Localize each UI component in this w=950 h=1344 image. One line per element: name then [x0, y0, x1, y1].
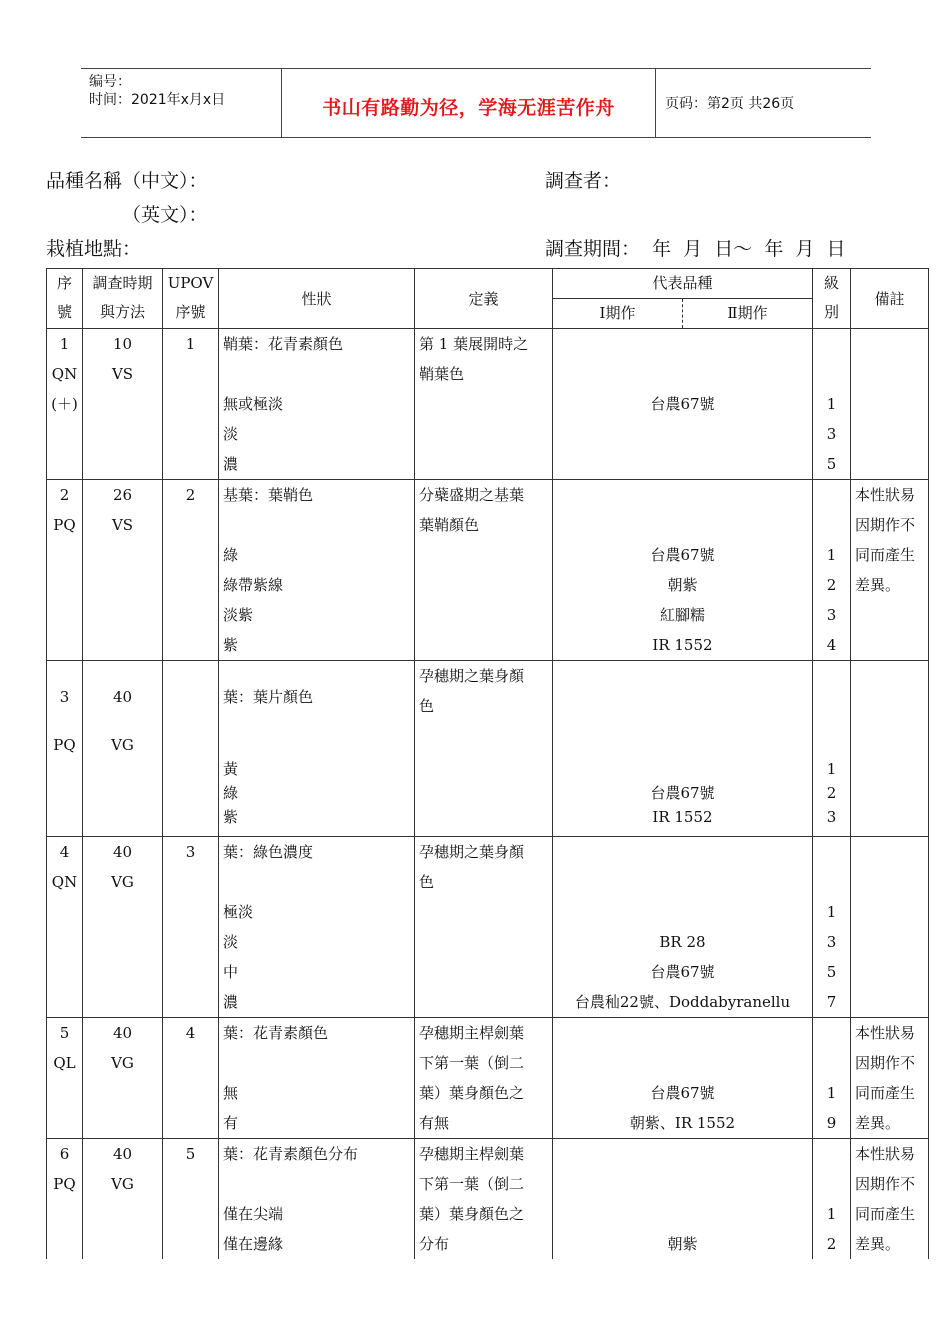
- header-grade: 級 別: [813, 269, 851, 329]
- number-label: 编号：: [89, 74, 131, 90]
- header-period-2: Ⅱ期作: [727, 304, 768, 322]
- row-upov: 3: [163, 837, 219, 1018]
- row-trait: 葉：花青素顏色分布 僅在尖端 僅在邊緣: [219, 1139, 415, 1260]
- time-label: 时间：2021年x月x日: [89, 92, 226, 108]
- row-variety: 朝紫: [553, 1139, 813, 1260]
- row-variety: 台農67號 IR 1552: [553, 661, 813, 837]
- header-upov: UPOV 序號: [163, 269, 219, 329]
- row-grade: 1 2: [813, 1139, 851, 1260]
- variety-name-cn-label: 品種名稱（中文）：: [46, 170, 208, 192]
- table-row: [47, 661, 929, 837]
- row-trait: 葉：綠色濃度 極淡 淡 中 濃: [219, 837, 415, 1018]
- row-grade: 1 3 5 7: [813, 837, 851, 1018]
- row-time-method: 10 VS: [83, 329, 163, 480]
- table-row: [47, 837, 929, 1018]
- row-no: 2 PQ: [47, 480, 83, 661]
- row-no: 4 QN: [47, 837, 83, 1018]
- row-upov: [163, 661, 219, 837]
- row-trait: 鞘葉：花青素顏色 無或極淡 淡 濃: [219, 329, 415, 480]
- row-time-method: 40 VG: [83, 837, 163, 1018]
- row-definition: 第 1 葉展開時之 鞘葉色: [415, 329, 553, 480]
- table-row: [47, 329, 929, 480]
- row-remark: 本性狀易 因期作不 同而產生 差異。: [851, 1139, 929, 1260]
- row-variety: 台農67號 朝紫 紅腳糯 IR 1552: [553, 480, 813, 661]
- row-variety: 台農67號 朝紫、IR 1552: [553, 1018, 813, 1139]
- row-grade: 1 9: [813, 1018, 851, 1139]
- table-row: [47, 1018, 929, 1139]
- row-definition: 孕穗期主桿劍葉 下第一葉（倒二 葉）葉身顏色之 分布: [415, 1139, 553, 1260]
- row-trait: 葉：花青素顏色 無 有: [219, 1018, 415, 1139]
- header-trait: 性狀: [219, 269, 415, 329]
- row-time-method: 40 VG: [83, 1139, 163, 1260]
- row-time-method: 26 VS: [83, 480, 163, 661]
- header-page-cell: [655, 69, 871, 137]
- row-upov: 4: [163, 1018, 219, 1139]
- header-time-method: 調查時期 與方法: [83, 269, 163, 329]
- header-definition: 定義: [415, 269, 553, 329]
- row-trait: 基葉：葉鞘色 綠 綠帶紫線 淡紫 紫: [219, 480, 415, 661]
- investigator-label: 調查者：: [545, 170, 622, 192]
- table-row: [47, 1139, 929, 1260]
- row-definition: 孕穗期主桿劍葉 下第一葉（倒二 葉）葉身顏色之 有無: [415, 1018, 553, 1139]
- row-upov: 5: [163, 1139, 219, 1260]
- row-no: 1 QN (＋): [47, 329, 83, 480]
- row-remark: 本性狀易 因期作不 同而產生 差異。: [851, 1018, 929, 1139]
- header-meta-cell: [81, 69, 281, 137]
- row-remark: [851, 329, 929, 480]
- row-remark: [851, 661, 929, 837]
- row-no: 3 PQ: [47, 661, 83, 837]
- variety-name-en-label: （英文）：: [122, 204, 208, 226]
- motto-text: 书山有路勤为径，学海无涯苦作舟: [322, 97, 615, 119]
- header-remark: 備註: [851, 269, 929, 329]
- row-upov: 2: [163, 480, 219, 661]
- survey-period-label: 調查期間： 年 月 日～ 年 月 日: [545, 238, 846, 260]
- header-rep-variety: 代表品種: [553, 269, 813, 299]
- document-header: [81, 68, 871, 138]
- table-header-row: [47, 269, 929, 299]
- row-grade: 1 3 5: [813, 329, 851, 480]
- header-no: 序 號: [47, 269, 83, 329]
- table-row: [47, 480, 929, 661]
- row-trait: 葉：葉片顏色 黃 綠 紫: [219, 661, 415, 837]
- row-remark: [851, 837, 929, 1018]
- header-period-1: Ⅰ期作: [553, 299, 683, 328]
- row-definition: 分蘗盛期之基葉 葉鞘顏色: [415, 480, 553, 661]
- planting-site-label: 栽植地點：: [46, 238, 142, 260]
- row-no: 5 QL: [47, 1018, 83, 1139]
- row-remark: 本性狀易 因期作不 同而產生 差異。: [851, 480, 929, 661]
- row-variety: 台農67號: [553, 329, 813, 480]
- header-period-cell: [553, 299, 813, 329]
- row-grade: 1 2 3 4: [813, 480, 851, 661]
- row-upov: 1: [163, 329, 219, 480]
- row-variety: BR 28 台農67號 台農秈22號、Doddabyranellu: [553, 837, 813, 1018]
- row-time-method: 40 VG: [83, 661, 163, 837]
- row-definition: 孕穗期之葉身顏 色: [415, 837, 553, 1018]
- trait-survey-table: [46, 268, 929, 1259]
- page-info: 页码：第2页 共26页: [665, 96, 795, 112]
- row-grade: 1 2 3: [813, 661, 851, 837]
- row-time-method: 40 VG: [83, 1018, 163, 1139]
- row-definition: 孕穗期之葉身顏 色: [415, 661, 553, 837]
- row-no: 6 PQ: [47, 1139, 83, 1260]
- header-motto-cell: [281, 69, 656, 137]
